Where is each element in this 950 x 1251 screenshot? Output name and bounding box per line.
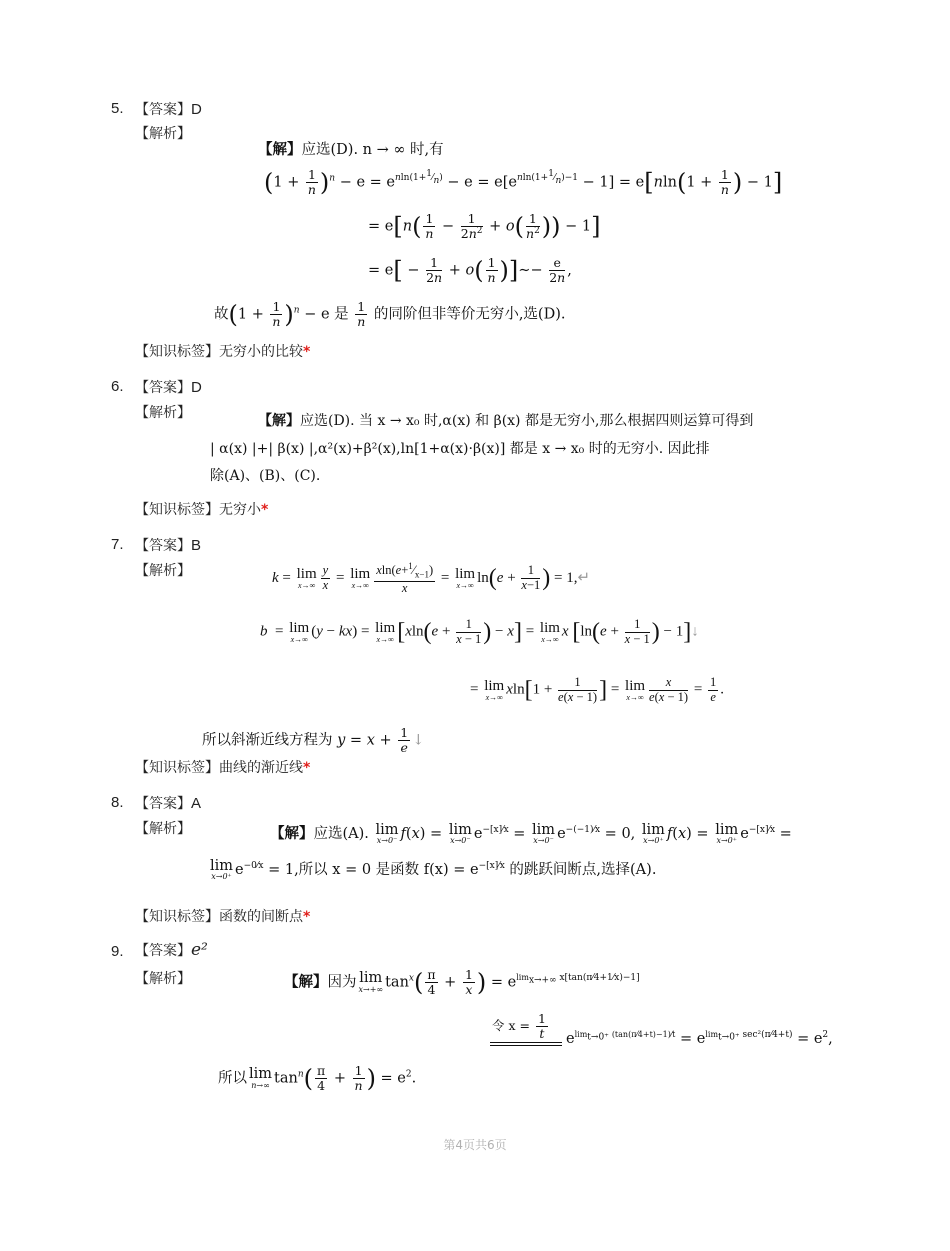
solve-label: 【解】 [270,825,314,842]
item-9-analysis-label: 【解析】 [135,971,191,987]
answer-value: D [191,379,202,396]
item-9-number: 9. [111,943,124,960]
tag-value: 无穷小 [219,502,261,518]
item-5-conclusion-pre: 故 [214,306,229,323]
answer-value: e² [191,940,208,960]
item-7-tag [135,757,310,777]
item-8-number: 8. [111,794,124,811]
item-6-para3: 除(A)、(B)、(C). [210,468,321,484]
item-6-number: 6. [111,378,124,395]
item-9-line2: $e^{lim_{t\to 0^+} (tan(\pi⁄4+t)-1)⁄t} = e^{lim_{t\to 0^+} sec^2(\pi⁄4+t)} = e^2$, [566,1030,833,1047]
solve-label: 【解】 [258,141,302,158]
item-5-tag [135,341,310,361]
tag-value: 函数的间断点 [219,909,303,925]
equals-rule-top [490,1042,562,1043]
item-7-eq-b1: b = lim x→∞ (y − kx) = lim x→∞ [xln(e + $\frac{1}{x - 1}$ ) − x] = lim x→∞ x [ln(e + $\frac{1}{x - 1}$ ) − 1]↓ [260,617,699,646]
item-5-intro-text: 应选(D). n → ∞ 时,有 [301,142,444,158]
item-5-eq-line2: = e[n( $\frac{1}{n}$ − $\frac{1}{2n^2}$ + o( $\frac{1}{n^2}$ )) − 1] [368,211,601,241]
item-9-substitution: 令 x = $\frac{1}{t}$ [492,1011,546,1041]
item-7-conclusion-text: 所以斜渐近线方程为 [202,732,333,749]
item-9-line1: 【解】因为 lim x→+∞ $\tan^x$( $\frac{\pi}{4}$ + $\frac{1}{x}$ ) = $e^{lim_{x\to+\infty} x[tan(\pi⁄4+1⁄x)-1]}$ [284,967,640,997]
item-5-analysis-label: 【解析】 [135,126,191,142]
item-5-conclusion: 故(1 + $\frac{1}{n}$ )$^n$ − e 是 $\frac{1}{n}$ 的同阶但非等价无穷小,选(D). [214,299,566,329]
tag-value: 曲线的渐近线 [219,760,303,776]
item-5-answer [135,99,202,119]
tag-label: 【知识标签】 [135,909,219,925]
answer-label: 【答案】 [135,102,191,118]
item-5-solution-intro [258,138,444,159]
answer-label: 【答案】 [135,538,191,554]
star-mark: * [303,344,311,360]
answer-label: 【答案】 [135,380,191,396]
solve-label: 【解】 [284,973,328,991]
item-8-tag [135,906,310,926]
item-6-para1-text: 应选(D). 当 x → x₀ 时,α(x) 和 β(x) 都是无穷小,那么根据四则运算可得到 [300,413,754,429]
item-5-eq-line3: = e[ − $\frac{1}{2n}$ + o( $\frac{1}{n}$ )]∼− $\frac{e}{2n}$ , [368,255,572,285]
item-5-conclusion-post: 的同阶但非等价无穷小,选(D). [373,306,566,323]
tag-label: 【知识标签】 [135,760,219,776]
item-7-answer [135,535,201,555]
item-5-conclusion-mid: 是 [334,306,349,323]
item-9-answer [135,940,208,960]
item-6-para1 [258,407,753,435]
item-5-eq-line1: (1 + $\frac{1}{n}$ )$^n - e = e^{nln(1+^1⁄_n)} - e = e[e^{nln(1+^1⁄_n)-1} - 1] = e[nln(1$ + $\frac{1}{n}$ ) − 1] [264,167,783,197]
item-6-answer [135,377,202,397]
item-8-intro: 应选(A). [313,826,369,842]
answer-value: D [191,101,202,118]
equals-rule-bottom [490,1045,562,1046]
tag-label: 【知识标签】 [135,344,219,360]
answer-label: 【答案】 [135,943,191,959]
item-7-eq-k: k = lim x→∞ $\frac{y}{x}$ = lim x→∞ $\frac{xln(e+^1⁄_{x-1})}{x}$ = lim x→∞ ln(e + $\frac{1}{x-1}$ ) = 1,↵ [272,561,591,595]
item-6-tag [135,499,268,519]
item-9-conclusion-text: 所以 [218,1070,247,1087]
answer-value: A [191,795,202,812]
item-8-line1: 【解】应选(A). lim x→0⁻ f(x) = lim x→0⁻ $e^{-[x]⁄x}$ = lim x→0⁻ $e^{-(-1)⁄x} = 0$, lim x→0⁺ f(x) = lim x→0⁺ $e^{-[x]⁄x}$ = [270,821,792,846]
tag-label: 【知识标签】 [135,502,219,518]
item-7-eq-b2: = lim x→∞ xln[1 + $\frac{1}{e(x - 1)}$ ] = lim x→∞ $\frac{x}{e(x - 1)}$ = $\frac{1}{e}$ . [470,675,725,704]
answer-label: 【答案】 [135,796,191,812]
page-footer: 第4页共6页 [443,1138,507,1152]
item-9-intro: 因为 [327,974,357,991]
item-7-analysis-label: 【解析】 [135,563,191,579]
item-6-analysis-label: 【解析】 [135,405,191,421]
star-mark: * [303,760,311,776]
solve-label: 【解】 [258,413,300,429]
item-8-line2: lim x→0⁺ $e^{-0⁄x} = 1$,所以 x = 0 是函数 $f(x) = e^{-[x]⁄x}$ 的跳跃间断点,选择(A). [210,857,657,882]
item-7-conclusion: 所以斜渐近线方程为 y = x + $\frac{1}{e}$ ↓ [202,725,425,755]
item-6-para2: | α(x) |+| β(x) |,α²(x)+β²(x),ln[1+α(x)·β(x)] 都是 x → x₀ 时的无穷小. 因此排 [210,441,710,457]
item-5-number: 5. [111,100,124,117]
item-7-number: 7. [111,536,124,553]
item-8-line2-end: 的跳跃间断点,选择(A). [509,862,657,878]
item-9-conclusion: 所以 lim n→∞ $\tan^n$( $\frac{\pi}{4}$ + $\frac{1}{n}$ ) = $e^2$. [218,1063,417,1093]
item-9-sub-label: 令 x = [492,1017,534,1033]
item-8-analysis-label: 【解析】 [135,821,191,837]
star-mark: * [303,909,311,925]
answer-value: B [191,537,202,554]
item-8-line2-post: ,所以 x = 0 是函数 f(x) = e [294,862,479,878]
tag-value: 无穷小的比较 [219,344,303,360]
star-mark: * [261,502,269,518]
item-8-answer [135,793,201,813]
